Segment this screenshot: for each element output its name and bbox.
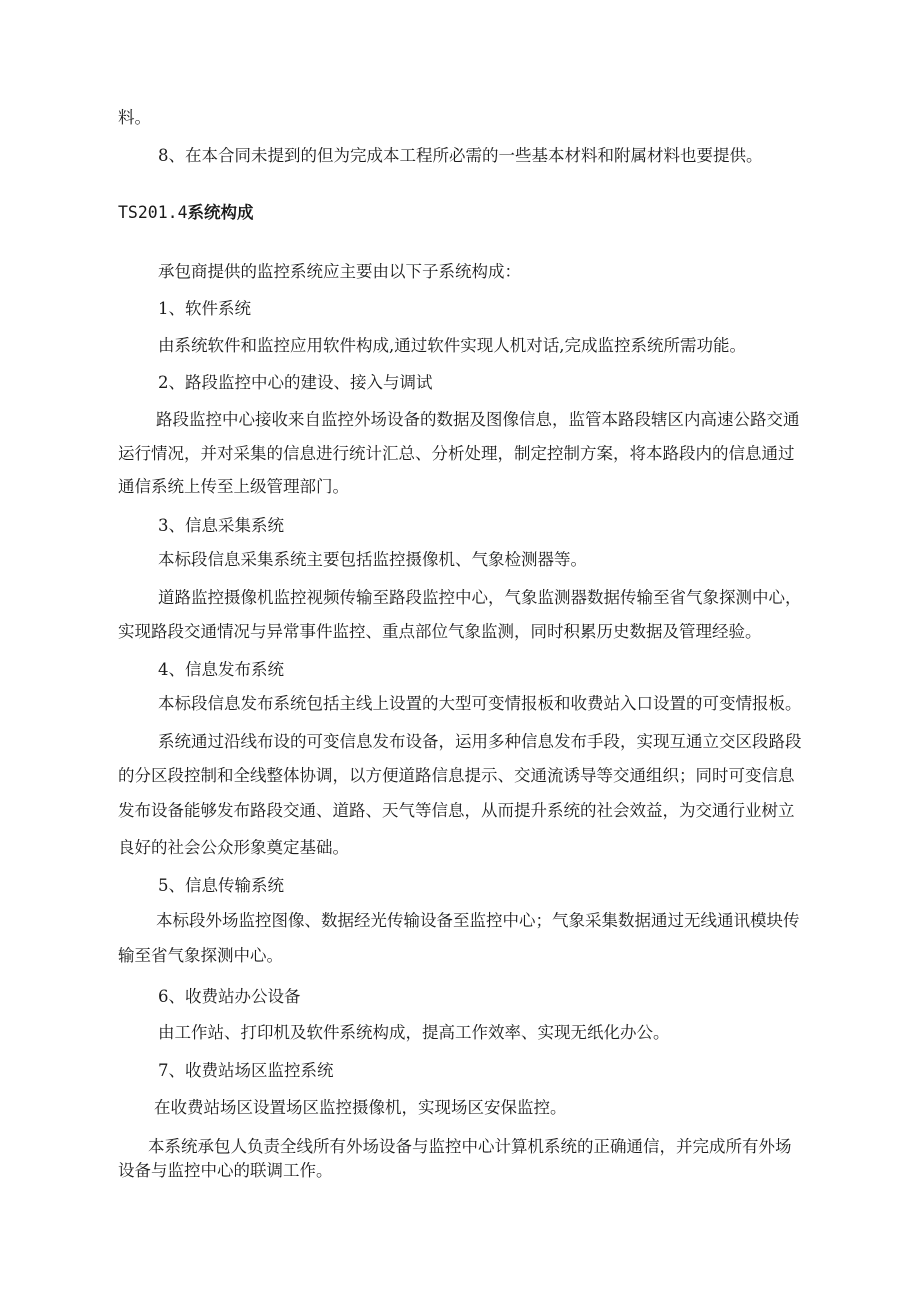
paragraph-line: 本标段信息发布系统包括主线上设置的大型可变情报板和收费站入口设置的可变情报板。 [158, 694, 802, 713]
subsection-title-4: 4、信息发布系统 [158, 660, 284, 679]
paragraph-line: 路段监控中心接收来自监控外场设备的数据及图像信息，监管本路段辖区内高速公路交通 [156, 410, 800, 429]
subsection-title-6: 6、收费站办公设备 [158, 987, 301, 1006]
paragraph-line: 运行情况，并对采集的信息进行统计汇总、分析处理，制定控制方案，将本路段内的信息通过 [118, 444, 795, 463]
paragraph-line: 设备与监控中心的联调工作。 [118, 1161, 333, 1180]
paragraph-line: 的分区段控制和全线整体协调，以方便道路信息提示、交通流诱导等交通组织；同时可变信息 [118, 766, 795, 785]
paragraph-line: 良好的社会公众形象奠定基础。 [118, 838, 349, 857]
paragraph-software: 由系统软件和监控应用软件构成,通过软件实现人机对话,完成监控系统所需功能。 [158, 336, 746, 355]
subsection-title-7: 7、收费站场区监控系统 [158, 1061, 334, 1080]
intro-paragraph: 承包商提供的监控系统应主要由以下子系统构成： [158, 262, 521, 281]
paragraph-line: 在收费站场区设置场区监控摄像机，实现场区安保监控。 [154, 1098, 567, 1117]
paragraph-line: 道路监控摄像机监控视频传输至路段监控中心，气象监测器数据传输至省气象探测中心， [158, 588, 802, 607]
paragraph-line: 本标段信息采集系统主要包括监控摄像机、气象检测器等。 [158, 550, 587, 569]
paragraph-line: 本标段外场监控图像、数据经光传输设备至监控中心；气象采集数据通过无线通讯模块传 [156, 911, 800, 930]
subsection-title-1: 1、软件系统 [158, 299, 251, 318]
subsection-title-5: 5、信息传输系统 [158, 876, 284, 895]
list-item-8: 8、在本合同未提到的但为完成本工程所必需的一些基本材料和附属材料也要提供。 [158, 146, 763, 165]
paragraph-line: 由工作站、打印机及软件系统构成，提高工作效率、实现无纸化办公。 [158, 1023, 670, 1042]
paragraph-continuation: 料。 [118, 108, 151, 127]
section-code: TS201.4 [118, 203, 188, 222]
subsection-title-2: 2、路段监控中心的建设、接入与调试 [158, 373, 433, 392]
subsection-title-3: 3、信息采集系统 [158, 516, 284, 535]
paragraph-line: 输至省气象探测中心。 [118, 946, 283, 965]
paragraph-line: 实现路段交通情况与异常事件监控、重点部位气象监测，同时积累历史数据及管理经验。 [118, 622, 762, 641]
paragraph-line: 发布设备能够发布路段交通、道路、天气等信息，从而提升系统的社会效益，为交通行业树立 [118, 801, 795, 820]
paragraph-line: 系统通过沿线布设的可变信息发布设备，运用多种信息发布手段，实现互通立交区段路段 [158, 732, 802, 751]
section-heading [118, 203, 823, 223]
paragraph-line: 通信系统上传至上级管理部门。 [118, 477, 349, 496]
section-title: 系统构成 [187, 203, 254, 222]
paragraph-line: 本系统承包人负责全线所有外场设备与监控中心计算机系统的正确通信，并完成所有外场 [148, 1137, 792, 1156]
